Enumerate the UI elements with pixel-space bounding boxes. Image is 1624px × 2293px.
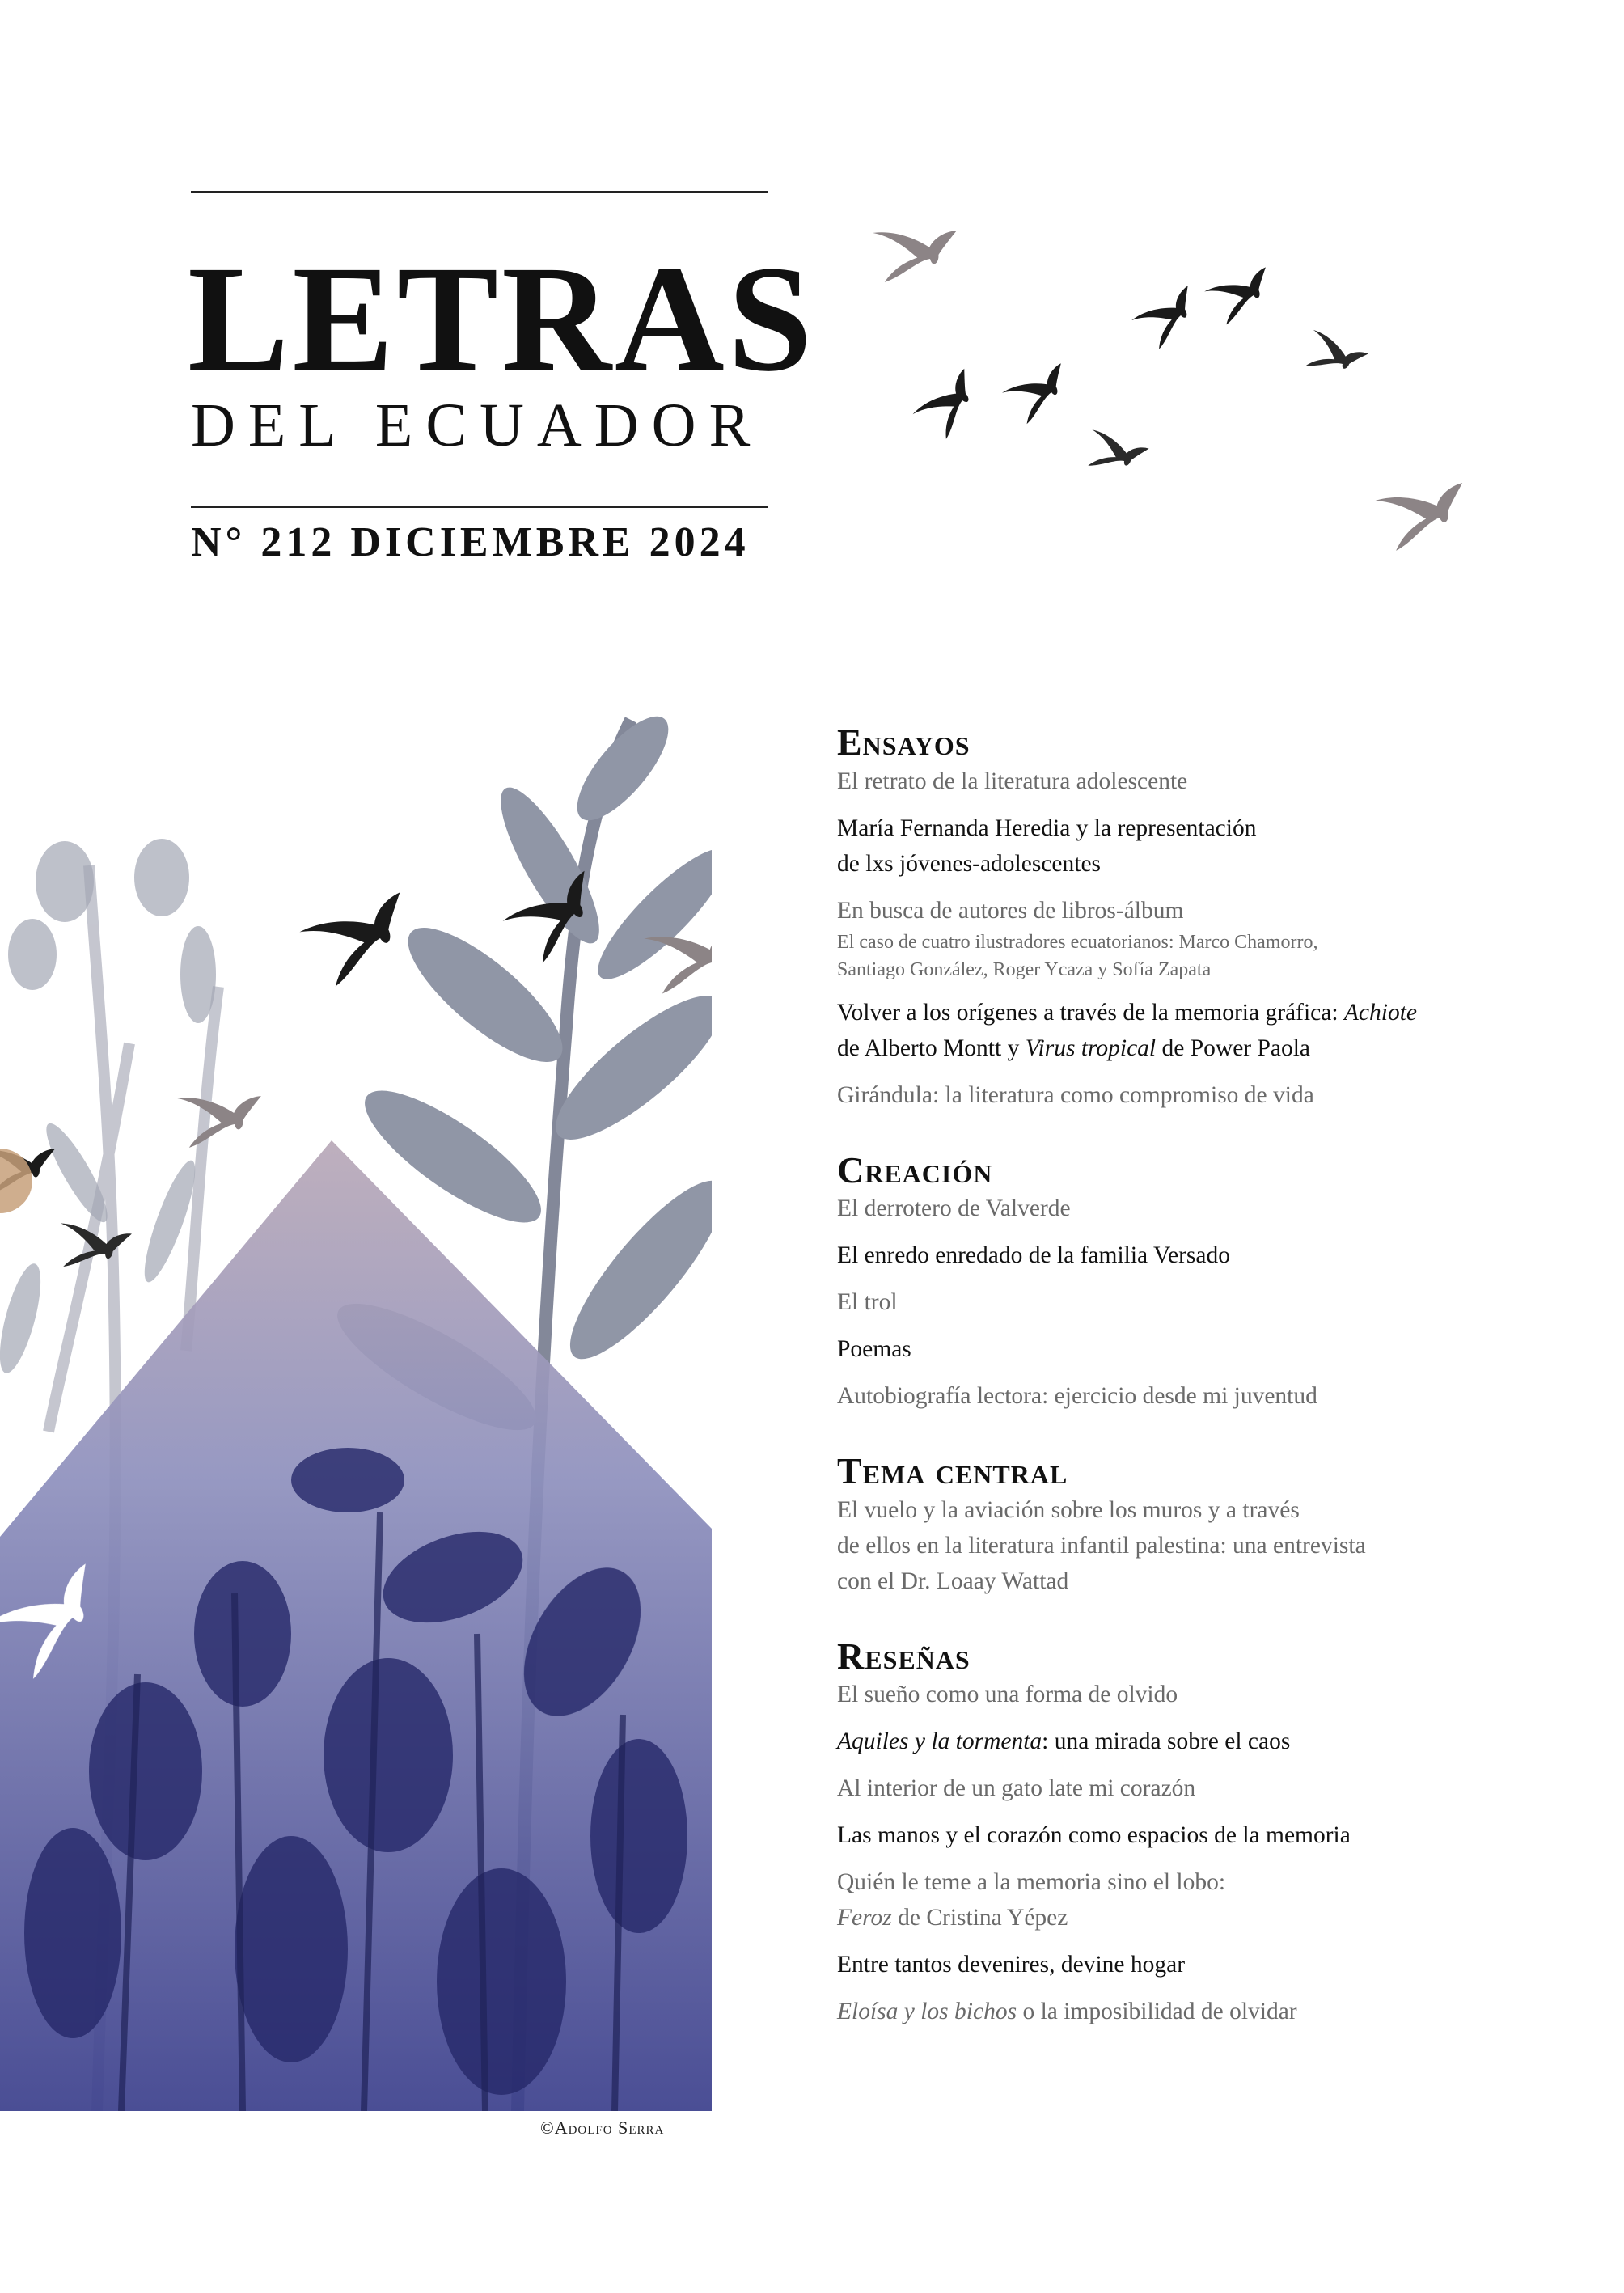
toc-entry: El retrato de la literatura adolescente (837, 768, 1188, 794)
toc-entry: Girándula: la literatura como compromiso de vida (837, 1081, 1314, 1108)
section-ensayos (837, 722, 1565, 1113)
entry-text: : una mirada sobre el caos (1042, 1728, 1291, 1755)
entry-text: de Power Paola (1156, 1034, 1311, 1061)
toc-entry-subtitle: Santiago González, Roger Ycaza y Sofía Zapata (837, 958, 1212, 980)
bird-icon (873, 191, 964, 297)
moon-shape (0, 1149, 32, 1213)
bird-icon (1126, 272, 1197, 354)
issue-number-date: N° 212 DICIEMBRE 2024 (191, 519, 750, 565)
toc-entry: Poemas (837, 1336, 911, 1363)
toc-entry: El enredo enredado de la familia Versado (837, 1242, 1231, 1269)
bird-icon (1195, 247, 1274, 332)
top-rule (191, 191, 768, 193)
bird-icon (285, 859, 412, 998)
toc-entry-continued (837, 1030, 1565, 1066)
toc-entry: Al interior de un gato late mi corazón (837, 1775, 1196, 1802)
toc-entry (837, 1994, 1565, 2029)
toc-entry: Las manos y el corazón como espacios de la memoria (837, 1822, 1351, 1849)
bird-icon (1359, 447, 1472, 558)
toc-entry-subtitle: El caso de cuatro ilustradores ecuatorianos: Marco Chamorro, (837, 931, 1318, 953)
entry-italic-title: Feroz (837, 1905, 892, 1931)
toc-entry-continued: de lxs jóvenes-adolescentes (837, 850, 1102, 877)
entry-italic-title: Achiote (1343, 999, 1418, 1026)
magazine-subtitle: DEL ECUADOR (191, 391, 763, 459)
toc-entry-continued: de ellos en la literatura infantil palestina: una entrevista (837, 1532, 1366, 1559)
toc-entry (837, 1724, 1565, 1759)
table-of-contents (837, 722, 1565, 2067)
toc-entry: En busca de autores de libros-álbum (837, 897, 1184, 924)
section-resenas (837, 1636, 1565, 2030)
magazine-title: LETRAS (188, 234, 816, 403)
toc-entry-continued: con el Dr. Loaay Wattad (837, 1567, 1069, 1594)
bird-icon (910, 362, 974, 442)
toc-entry (837, 995, 1565, 1030)
bird-icon (1298, 318, 1371, 379)
section-creacion (837, 1150, 1565, 1415)
entry-italic-title: Virus tropical (1025, 1034, 1157, 1061)
toc-entry: El trol (837, 1289, 898, 1316)
toc-entry: María Fernanda Heredia y la representación (837, 814, 1257, 841)
section-title: Tema central (837, 1450, 1068, 1492)
section-title: Creación (837, 1149, 993, 1191)
birds-illustration (873, 186, 1488, 558)
section-tema-central (837, 1451, 1565, 1599)
toc-entry: El vuelo y la aviación sobre los muros y a través (837, 1496, 1300, 1523)
toc-entry: Autobiografía lectora: ejercicio desde mi juventud (837, 1383, 1317, 1410)
entry-italic-title: Aquiles y la tormenta (837, 1728, 1042, 1755)
entry-text: de Alberto Montt y (837, 1034, 1026, 1061)
entry-text: de Cristina Yépez (891, 1905, 1068, 1931)
middle-rule (191, 506, 768, 508)
entry-text: Volver a los orígenes a través de la memoria gráfica: (837, 999, 1344, 1026)
cover-illustration (0, 704, 712, 2111)
entry-italic-title: Eloísa y los bichos (837, 1999, 1017, 2025)
section-title: Reseñas (837, 1635, 971, 1677)
bird-icon (1077, 413, 1152, 478)
toc-entry: Entre tantos devenires, devine hogar (837, 1952, 1186, 1978)
toc-entry: El sueño como una forma de olvido (837, 1682, 1178, 1708)
section-title: Ensayos (837, 721, 971, 763)
toc-entry: El derrotero de Valverde (837, 1195, 1071, 1222)
bird-icon (995, 346, 1069, 430)
toc-entry: Quién le teme a la memoria sino el lobo: (837, 1869, 1226, 1896)
illustration-credit: ©Adolfo Serra (540, 2117, 665, 2138)
toc-entry-continued (837, 1900, 1565, 1936)
entry-text: o la imposibilidad de olvidar (1017, 1999, 1297, 2025)
